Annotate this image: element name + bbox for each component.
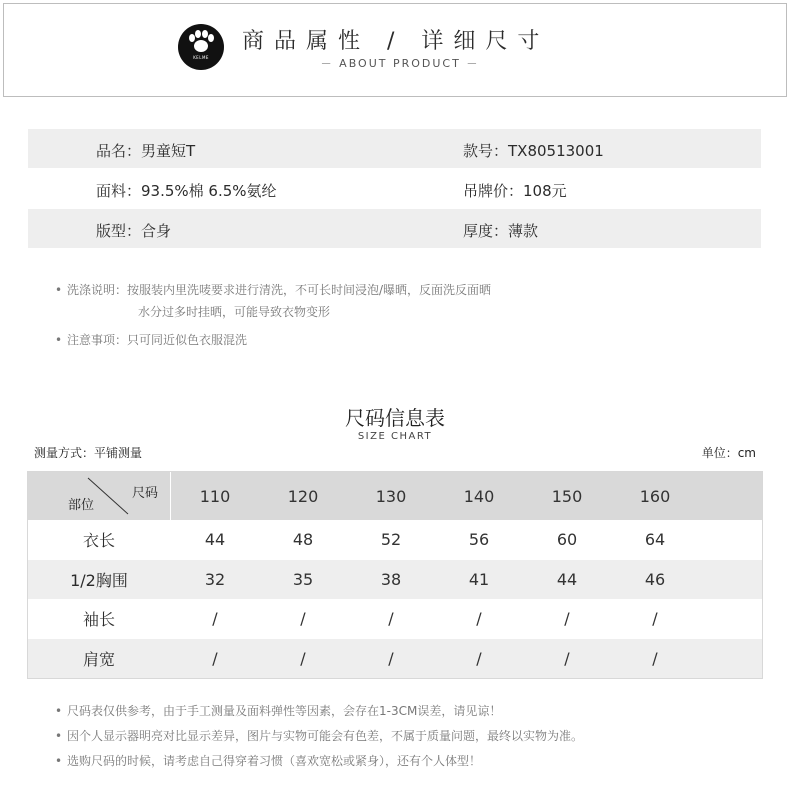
size-chart-subtitle: SIZE CHART xyxy=(357,431,433,442)
attribute-tag-price: 吊牌价：108元 xyxy=(463,182,567,200)
attribute-thickness: 厚度：薄款 xyxy=(463,222,539,240)
table-cell: / xyxy=(212,609,218,629)
attribute-table xyxy=(28,129,761,249)
size-header-cell: 120 xyxy=(287,486,319,506)
page-subtitle: － ABOUT PRODUCT － xyxy=(320,57,480,70)
row-label: 袖长 xyxy=(82,610,115,630)
corner-part-label: 部位 xyxy=(68,498,95,513)
measure-method: 测量方式：平铺测量 xyxy=(34,446,143,460)
footer-notes xyxy=(55,699,583,774)
table-cell: 48 xyxy=(292,530,314,550)
attribute-row xyxy=(28,129,761,169)
size-header-cell: 160 xyxy=(639,486,671,506)
footer-note xyxy=(55,749,583,774)
size-header-cell: 140 xyxy=(463,486,495,506)
footer-note xyxy=(55,724,583,749)
size-header-row xyxy=(28,472,762,520)
table-cell: 56 xyxy=(468,530,490,550)
attribute-style-number: 款号：TX80513001 xyxy=(463,142,604,160)
attribute-row xyxy=(28,209,761,249)
bullet-icon: • xyxy=(55,333,63,347)
table-cell: 44 xyxy=(204,530,226,550)
attribute-product-name: 品名：男童短T xyxy=(96,142,196,160)
table-cell: / xyxy=(652,648,658,668)
bullet-icon: • xyxy=(55,283,63,297)
table-cell: / xyxy=(476,648,482,668)
footer-note xyxy=(55,699,583,724)
size-table xyxy=(27,471,763,679)
wash-instructions-line1: 洗涤说明：按服装内里洗唛要求进行清洗，不可长时间浸泡/曝晒，反面洗反面晒 xyxy=(67,283,492,297)
attribute-fabric: 面料：93.5%棉 6.5%氨纶 xyxy=(96,182,277,200)
table-cell: 64 xyxy=(644,530,666,550)
size-row-length xyxy=(28,520,762,560)
row-label: 1/2胸围 xyxy=(70,570,128,590)
bullet-icon: • xyxy=(55,754,63,768)
table-cell: 38 xyxy=(380,569,402,589)
wash-instructions xyxy=(55,279,491,323)
attribute-row xyxy=(28,169,761,209)
attention-text: 注意事项：只可同近似色衣服混洗 xyxy=(67,333,248,347)
table-cell: 32 xyxy=(204,569,226,589)
table-cell: / xyxy=(652,609,658,629)
kelme-logo xyxy=(178,24,224,70)
table-cell: / xyxy=(388,609,394,629)
corner-size-label: 尺码 xyxy=(132,486,159,501)
table-cell: 41 xyxy=(468,569,490,589)
unit-label: 单位：cm xyxy=(701,446,756,460)
row-label: 肩宽 xyxy=(82,649,115,669)
table-cell: 46 xyxy=(644,569,666,589)
size-header-cell: 130 xyxy=(375,486,407,506)
table-cell: / xyxy=(388,648,394,668)
table-cell: / xyxy=(564,609,570,629)
attribute-fit: 版型：合身 xyxy=(96,222,172,240)
attention-note xyxy=(55,329,247,351)
size-row-shoulder xyxy=(28,639,762,679)
corner-cell xyxy=(28,472,170,520)
size-header-cell: 150 xyxy=(551,486,583,506)
table-cell: 60 xyxy=(556,530,578,550)
table-cell: 35 xyxy=(292,569,314,589)
table-cell: / xyxy=(564,648,570,668)
size-row-half-chest xyxy=(28,560,762,600)
logo-text: KELME xyxy=(193,55,209,60)
table-cell: / xyxy=(300,648,306,668)
wash-instructions-line2: 水分过多时挂晒，可能导致衣物变形 xyxy=(138,305,331,319)
footer-note-text: 选购尺码的时候，请考虑自己得穿着习惯（喜欢宽松或紧身），还有个人体型！ xyxy=(67,754,482,768)
footer-note-text: 因个人显示器明亮对比显示差异，图片与实物可能会有色差，不属于质量问题，最终以实物为准。 xyxy=(67,729,584,743)
paw-icon xyxy=(178,24,224,70)
table-cell: 52 xyxy=(380,530,402,550)
size-header-cell: 110 xyxy=(199,486,231,506)
size-row-sleeve xyxy=(28,599,762,639)
page-title: 商品属性 / 详细尺寸 xyxy=(242,29,550,54)
table-cell: / xyxy=(300,609,306,629)
footer-note-text: 尺码表仅供参考，由于手工测量及面料弹性等因素，会存在1-3CM误差，请见谅！ xyxy=(67,704,502,718)
table-cell: 44 xyxy=(556,569,578,589)
table-cell: / xyxy=(212,648,218,668)
table-cell: / xyxy=(476,609,482,629)
bullet-icon: • xyxy=(55,704,63,718)
bullet-icon: • xyxy=(55,729,63,743)
size-chart-title: 尺码信息表 xyxy=(345,406,445,430)
row-label: 衣长 xyxy=(82,531,115,551)
